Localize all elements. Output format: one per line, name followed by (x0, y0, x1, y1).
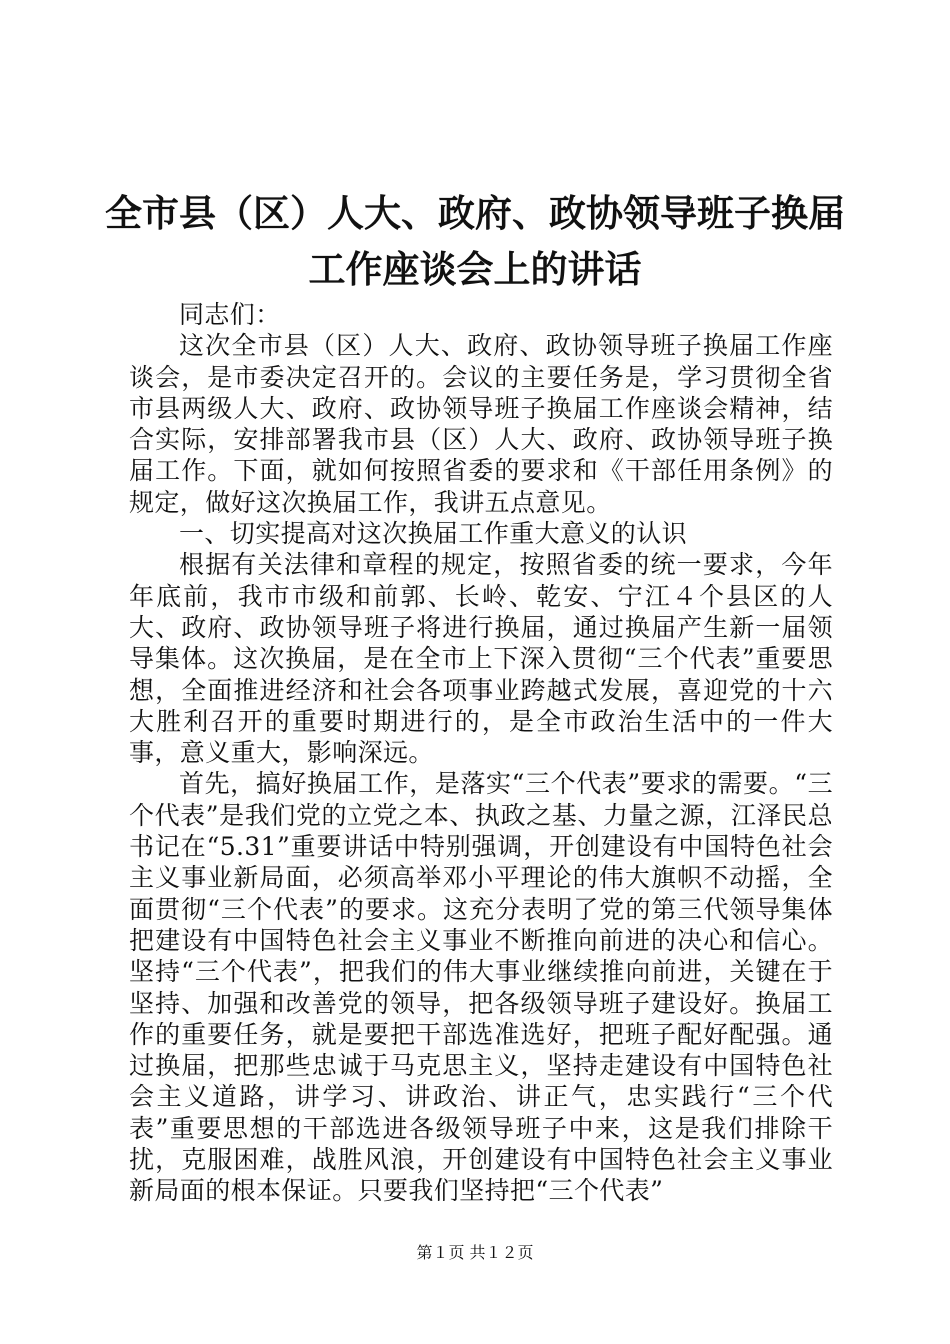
salutation: 同志们： (179, 300, 281, 329)
paragraph: 首先，搞好换届工作，是落实“三个代表”要求的需要。“三个代表”是我们党的立党之本、执政之基、力量之源，江泽民总书记在“5.31”重要讲话中特别强调，开创建设有中国特色社会主义事业新局面，必须高举邓小平理论的伟大旗帜不动摇，全面贯彻“三个代表”的要求。这充分表明了党的第三代领导集体把建设有中国特色社会主义事业不断推向前进的决心和信心。坚持“三个代表”，把我们的伟大事业继续推向前进，关键在于坚持、加强和改善党的领导，把各级领导班子建设好。换届工作的重要任务，就是要把干部选准选好，把班子配好配强。通过换届，把那些忠诚于马克思主义，坚持走建设有中国特色社会主义道路，讲学习、讲政治、讲正气，忠实践行“三个代表”重要思想的干部选进各级领导班子中来，这是我们排除干扰，克服困难，战胜风浪，开创建设有中国特色社会主义事业新局面的根本保证。只要我们坚持把“三个代表” (129, 769, 833, 1206)
document-title-line-1: 全市县（区）人大、政府、政协领导班子换届 (105, 192, 845, 235)
document-title-line-2: 工作座谈会上的讲话 (308, 248, 642, 291)
paragraph-intro: 这次全市县（区）人大、政府、政协领导班子换届工作座谈会，是市委决定召开的。会议的主要任务是，学习贯彻全省市县两级人大、政府、政协领导班子换届工作座谈会精神，结合实际，安排部署我市县（区）人大、政府、政协领导班子换届工作。下面，就如何按照省委的要求和《干部任用条例》的规定，做好这次换届工作，我讲五点意见。 (129, 331, 833, 517)
page-number-footer: 第１页 共１２页 (416, 1243, 534, 1262)
document-body (129, 299, 833, 1207)
section-heading-1: 一、切实提高对这次换届工作重大意义的认识 (179, 519, 688, 549)
paragraph: 根据有关法律和章程的规定，按照省委的统一要求，今年年底前，我市市级和前郭、长岭、乾安、宁江４个县区的人大、政府、政协领导班子将进行换届，通过换届产生新一届领导集体。这次换届，是在全市上下深入贯彻“三个代表”重要思想，全面推进经济和社会各项事业跨越式发展，喜迎党的十六大胜利召开的重要时期进行的，是全市政治生活中的一件大事，意义重大，影响深远。 (129, 550, 833, 768)
